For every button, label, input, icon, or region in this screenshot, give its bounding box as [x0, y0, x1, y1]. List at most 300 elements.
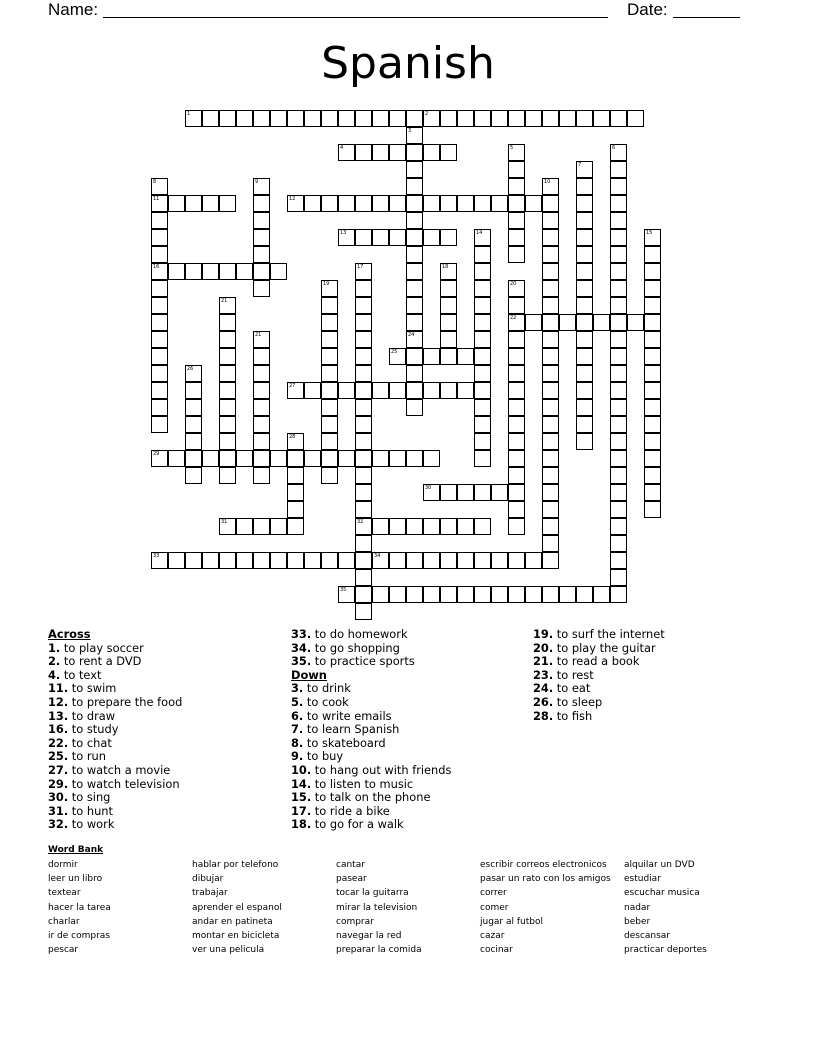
crossword-cell[interactable]: [321, 297, 338, 314]
crossword-cell[interactable]: [474, 229, 491, 246]
crossword-cell[interactable]: [355, 399, 372, 416]
crossword-cell[interactable]: [610, 314, 627, 331]
crossword-cell[interactable]: [576, 110, 593, 127]
crossword-cell[interactable]: [355, 297, 372, 314]
crossword-cell[interactable]: [423, 484, 440, 501]
crossword-cell[interactable]: [542, 535, 559, 552]
crossword-cell[interactable]: [542, 212, 559, 229]
crossword-cell[interactable]: [423, 348, 440, 365]
crossword-cell[interactable]: [168, 552, 185, 569]
crossword-cell[interactable]: [321, 450, 338, 467]
crossword-cell[interactable]: [542, 331, 559, 348]
crossword-cell[interactable]: [542, 552, 559, 569]
crossword-cell[interactable]: [440, 229, 457, 246]
crossword-cell[interactable]: [389, 586, 406, 603]
crossword-cell[interactable]: [474, 433, 491, 450]
crossword-cell[interactable]: [389, 110, 406, 127]
crossword-cell[interactable]: [627, 314, 644, 331]
crossword-cell[interactable]: [406, 212, 423, 229]
crossword-cell[interactable]: [389, 450, 406, 467]
crossword-cell[interactable]: [219, 195, 236, 212]
crossword-cell[interactable]: [321, 314, 338, 331]
crossword-cell[interactable]: [474, 348, 491, 365]
crossword-cell[interactable]: [253, 280, 270, 297]
crossword-cell[interactable]: [610, 518, 627, 535]
crossword-cell[interactable]: [253, 399, 270, 416]
crossword-cell[interactable]: [457, 348, 474, 365]
crossword-cell[interactable]: [525, 195, 542, 212]
crossword-cell[interactable]: [236, 263, 253, 280]
crossword-cell[interactable]: [304, 382, 321, 399]
crossword-cell[interactable]: [576, 246, 593, 263]
crossword-cell[interactable]: [219, 433, 236, 450]
crossword-cell[interactable]: [219, 416, 236, 433]
crossword-cell[interactable]: [610, 450, 627, 467]
crossword-cell[interactable]: [185, 416, 202, 433]
crossword-cell[interactable]: [593, 314, 610, 331]
crossword-cell[interactable]: [610, 280, 627, 297]
crossword-cell[interactable]: [372, 110, 389, 127]
crossword-cell[interactable]: [406, 144, 423, 161]
crossword-cell[interactable]: [542, 518, 559, 535]
crossword-cell[interactable]: [542, 263, 559, 280]
crossword-cell[interactable]: [168, 450, 185, 467]
crossword-cell[interactable]: [508, 382, 525, 399]
crossword-cell[interactable]: [440, 331, 457, 348]
crossword-cell[interactable]: [355, 586, 372, 603]
crossword-cell[interactable]: [423, 586, 440, 603]
crossword-cell[interactable]: [219, 263, 236, 280]
crossword-cell[interactable]: [440, 552, 457, 569]
crossword-cell[interactable]: [610, 484, 627, 501]
crossword-cell[interactable]: [542, 382, 559, 399]
crossword-cell[interactable]: [644, 229, 661, 246]
crossword-cell[interactable]: [440, 195, 457, 212]
crossword-cell[interactable]: [508, 314, 525, 331]
crossword-cell[interactable]: [253, 331, 270, 348]
crossword-cell[interactable]: [202, 110, 219, 127]
crossword-cell[interactable]: [372, 195, 389, 212]
crossword-cell[interactable]: [338, 382, 355, 399]
crossword-cell[interactable]: [440, 110, 457, 127]
crossword-cell[interactable]: [474, 314, 491, 331]
crossword-cell[interactable]: [406, 161, 423, 178]
crossword-cell[interactable]: [321, 280, 338, 297]
crossword-cell[interactable]: [542, 586, 559, 603]
crossword-cell[interactable]: [355, 229, 372, 246]
crossword-cell[interactable]: [338, 144, 355, 161]
crossword-cell[interactable]: [525, 110, 542, 127]
crossword-cell[interactable]: [508, 229, 525, 246]
crossword-cell[interactable]: [406, 127, 423, 144]
crossword-cell[interactable]: [151, 280, 168, 297]
crossword-cell[interactable]: [627, 110, 644, 127]
crossword-cell[interactable]: [253, 450, 270, 467]
crossword-cell[interactable]: [644, 263, 661, 280]
crossword-cell[interactable]: [491, 552, 508, 569]
crossword-cell[interactable]: [372, 518, 389, 535]
crossword-cell[interactable]: [287, 501, 304, 518]
crossword-cell[interactable]: [576, 161, 593, 178]
crossword-cell[interactable]: [576, 314, 593, 331]
crossword-cell[interactable]: [270, 552, 287, 569]
crossword-cell[interactable]: [644, 467, 661, 484]
crossword-cell[interactable]: [219, 552, 236, 569]
crossword-cell[interactable]: [610, 110, 627, 127]
crossword-cell[interactable]: [525, 586, 542, 603]
crossword-cell[interactable]: [287, 518, 304, 535]
crossword-cell[interactable]: [287, 382, 304, 399]
crossword-cell[interactable]: [202, 552, 219, 569]
crossword-cell[interactable]: [644, 280, 661, 297]
crossword-cell[interactable]: [236, 518, 253, 535]
crossword-cell[interactable]: [202, 263, 219, 280]
crossword-cell[interactable]: [542, 110, 559, 127]
crossword-cell[interactable]: [457, 110, 474, 127]
crossword-cell[interactable]: [253, 195, 270, 212]
crossword-cell[interactable]: [389, 552, 406, 569]
crossword-cell[interactable]: [508, 552, 525, 569]
crossword-cell[interactable]: [576, 263, 593, 280]
crossword-cell[interactable]: [440, 263, 457, 280]
crossword-cell[interactable]: [151, 263, 168, 280]
crossword-cell[interactable]: [474, 518, 491, 535]
crossword-cell[interactable]: [508, 178, 525, 195]
crossword-cell[interactable]: [219, 450, 236, 467]
crossword-cell[interactable]: [355, 195, 372, 212]
crossword-cell[interactable]: [440, 586, 457, 603]
crossword-cell[interactable]: [338, 552, 355, 569]
crossword-cell[interactable]: [542, 246, 559, 263]
crossword-cell[interactable]: [389, 348, 406, 365]
crossword-cell[interactable]: [576, 365, 593, 382]
crossword-cell[interactable]: [304, 110, 321, 127]
crossword-cell[interactable]: [610, 586, 627, 603]
crossword-cell[interactable]: [219, 365, 236, 382]
crossword-cell[interactable]: [644, 297, 661, 314]
crossword-cell[interactable]: [389, 195, 406, 212]
crossword-cell[interactable]: [185, 552, 202, 569]
crossword-cell[interactable]: [151, 399, 168, 416]
crossword-cell[interactable]: [440, 280, 457, 297]
crossword-cell[interactable]: [474, 416, 491, 433]
crossword-cell[interactable]: [355, 348, 372, 365]
crossword-cell[interactable]: [508, 365, 525, 382]
crossword-cell[interactable]: [287, 433, 304, 450]
crossword-cell[interactable]: [576, 348, 593, 365]
crossword-cell[interactable]: [457, 552, 474, 569]
crossword-cell[interactable]: [338, 195, 355, 212]
crossword-cell[interactable]: [508, 110, 525, 127]
crossword-cell[interactable]: [372, 144, 389, 161]
crossword-cell[interactable]: [610, 569, 627, 586]
crossword-cell[interactable]: [576, 229, 593, 246]
crossword-cell[interactable]: [559, 314, 576, 331]
crossword-cell[interactable]: [644, 382, 661, 399]
crossword-cell[interactable]: [474, 586, 491, 603]
crossword-cell[interactable]: [253, 467, 270, 484]
crossword-cell[interactable]: [593, 110, 610, 127]
crossword-cell[interactable]: [576, 297, 593, 314]
crossword-cell[interactable]: [508, 501, 525, 518]
crossword-cell[interactable]: [406, 178, 423, 195]
crossword-cell[interactable]: [270, 518, 287, 535]
crossword-cell[interactable]: [406, 450, 423, 467]
crossword-cell[interactable]: [253, 212, 270, 229]
crossword-cell[interactable]: [151, 348, 168, 365]
crossword-cell[interactable]: [474, 246, 491, 263]
crossword-cell[interactable]: [355, 365, 372, 382]
crossword-cell[interactable]: [185, 467, 202, 484]
crossword-cell[interactable]: [355, 552, 372, 569]
crossword-cell[interactable]: [406, 399, 423, 416]
crossword-cell[interactable]: [355, 416, 372, 433]
crossword-cell[interactable]: [610, 501, 627, 518]
crossword-cell[interactable]: [423, 195, 440, 212]
crossword-cell[interactable]: [406, 110, 423, 127]
crossword-cell[interactable]: [542, 484, 559, 501]
crossword-cell[interactable]: [372, 450, 389, 467]
crossword-cell[interactable]: [185, 110, 202, 127]
crossword-cell[interactable]: [253, 416, 270, 433]
crossword-cell[interactable]: [151, 450, 168, 467]
crossword-cell[interactable]: [253, 246, 270, 263]
crossword-cell[interactable]: [508, 586, 525, 603]
crossword-cell[interactable]: [474, 552, 491, 569]
crossword-cell[interactable]: [508, 348, 525, 365]
crossword-cell[interactable]: [321, 348, 338, 365]
crossword-cell[interactable]: [151, 416, 168, 433]
crossword-cell[interactable]: [406, 280, 423, 297]
crossword-cell[interactable]: [644, 365, 661, 382]
crossword-cell[interactable]: [542, 433, 559, 450]
crossword-cell[interactable]: [151, 552, 168, 569]
crossword-cell[interactable]: [644, 399, 661, 416]
crossword-cell[interactable]: [644, 450, 661, 467]
crossword-cell[interactable]: [423, 450, 440, 467]
crossword-cell[interactable]: [355, 484, 372, 501]
crossword-cell[interactable]: [610, 348, 627, 365]
crossword-cell[interactable]: [355, 450, 372, 467]
crossword-cell[interactable]: [474, 110, 491, 127]
crossword-cell[interactable]: [474, 382, 491, 399]
crossword-cell[interactable]: [321, 195, 338, 212]
crossword-cell[interactable]: [168, 263, 185, 280]
crossword-cell[interactable]: [508, 518, 525, 535]
crossword-cell[interactable]: [576, 382, 593, 399]
crossword-cell[interactable]: [644, 331, 661, 348]
crossword-cell[interactable]: [474, 297, 491, 314]
crossword-cell[interactable]: [440, 518, 457, 535]
crossword-cell[interactable]: [338, 229, 355, 246]
crossword-cell[interactable]: [508, 484, 525, 501]
crossword-cell[interactable]: [338, 450, 355, 467]
crossword-cell[interactable]: [253, 263, 270, 280]
crossword-cell[interactable]: [457, 484, 474, 501]
crossword-cell[interactable]: [610, 212, 627, 229]
crossword-cell[interactable]: [185, 433, 202, 450]
crossword-cell[interactable]: [491, 586, 508, 603]
crossword-cell[interactable]: [253, 110, 270, 127]
crossword-cell[interactable]: [406, 195, 423, 212]
crossword-cell[interactable]: [406, 348, 423, 365]
crossword-cell[interactable]: [287, 195, 304, 212]
crossword-cell[interactable]: [253, 229, 270, 246]
crossword-cell[interactable]: [576, 280, 593, 297]
crossword-cell[interactable]: [355, 110, 372, 127]
crossword-cell[interactable]: [542, 365, 559, 382]
crossword-cell[interactable]: [219, 348, 236, 365]
crossword-cell[interactable]: [372, 586, 389, 603]
crossword-cell[interactable]: [355, 144, 372, 161]
crossword-cell[interactable]: [270, 110, 287, 127]
crossword-cell[interactable]: [389, 144, 406, 161]
crossword-cell[interactable]: [457, 195, 474, 212]
crossword-cell[interactable]: [287, 450, 304, 467]
crossword-cell[interactable]: [406, 246, 423, 263]
crossword-cell[interactable]: [542, 229, 559, 246]
crossword-cell[interactable]: [508, 467, 525, 484]
crossword-cell[interactable]: [610, 161, 627, 178]
crossword-cell[interactable]: [576, 399, 593, 416]
crossword-cell[interactable]: [525, 314, 542, 331]
crossword-cell[interactable]: [576, 212, 593, 229]
crossword-cell[interactable]: [610, 467, 627, 484]
crossword-cell[interactable]: [610, 552, 627, 569]
crossword-cell[interactable]: [406, 586, 423, 603]
crossword-cell[interactable]: [253, 518, 270, 535]
crossword-cell[interactable]: [355, 535, 372, 552]
crossword-cell[interactable]: [372, 382, 389, 399]
crossword-cell[interactable]: [508, 212, 525, 229]
crossword-cell[interactable]: [355, 569, 372, 586]
crossword-cell[interactable]: [270, 263, 287, 280]
crossword-cell[interactable]: [610, 229, 627, 246]
crossword-cell[interactable]: [253, 433, 270, 450]
crossword-cell[interactable]: [610, 144, 627, 161]
crossword-cell[interactable]: [151, 212, 168, 229]
crossword-cell[interactable]: [423, 110, 440, 127]
crossword-cell[interactable]: [355, 331, 372, 348]
crossword-cell[interactable]: [202, 450, 219, 467]
crossword-cell[interactable]: [253, 552, 270, 569]
crossword-cell[interactable]: [219, 467, 236, 484]
crossword-cell[interactable]: [151, 331, 168, 348]
crossword-cell[interactable]: [321, 467, 338, 484]
crossword-cell[interactable]: [593, 586, 610, 603]
crossword-cell[interactable]: [151, 195, 168, 212]
crossword-cell[interactable]: [321, 433, 338, 450]
crossword-cell[interactable]: [406, 314, 423, 331]
crossword-cell[interactable]: [610, 433, 627, 450]
crossword-cell[interactable]: [474, 280, 491, 297]
crossword-cell[interactable]: [321, 110, 338, 127]
crossword-cell[interactable]: [185, 382, 202, 399]
crossword-cell[interactable]: [440, 144, 457, 161]
crossword-cell[interactable]: [219, 399, 236, 416]
crossword-cell[interactable]: [406, 365, 423, 382]
crossword-cell[interactable]: [559, 110, 576, 127]
crossword-cell[interactable]: [508, 433, 525, 450]
crossword-cell[interactable]: [508, 297, 525, 314]
crossword-cell[interactable]: [440, 314, 457, 331]
crossword-cell[interactable]: [508, 399, 525, 416]
crossword-cell[interactable]: [644, 348, 661, 365]
crossword-cell[interactable]: [542, 416, 559, 433]
crossword-cell[interactable]: [253, 348, 270, 365]
crossword-cell[interactable]: [185, 195, 202, 212]
crossword-cell[interactable]: [253, 178, 270, 195]
crossword-cell[interactable]: [270, 450, 287, 467]
crossword-cell[interactable]: [219, 518, 236, 535]
crossword-cell[interactable]: [389, 518, 406, 535]
crossword-cell[interactable]: [474, 331, 491, 348]
crossword-cell[interactable]: [491, 110, 508, 127]
crossword-cell[interactable]: [185, 450, 202, 467]
crossword-cell[interactable]: [474, 195, 491, 212]
crossword-cell[interactable]: [610, 178, 627, 195]
crossword-cell[interactable]: [253, 365, 270, 382]
crossword-cell[interactable]: [151, 382, 168, 399]
crossword-cell[interactable]: [508, 246, 525, 263]
crossword-cell[interactable]: [457, 518, 474, 535]
crossword-cell[interactable]: [440, 484, 457, 501]
crossword-cell[interactable]: [372, 552, 389, 569]
crossword-cell[interactable]: [610, 399, 627, 416]
crossword-cell[interactable]: [610, 297, 627, 314]
crossword-cell[interactable]: [576, 331, 593, 348]
crossword-cell[interactable]: [525, 552, 542, 569]
crossword-cell[interactable]: [355, 467, 372, 484]
crossword-cell[interactable]: [355, 314, 372, 331]
crossword-cell[interactable]: [542, 314, 559, 331]
crossword-cell[interactable]: [542, 297, 559, 314]
crossword-cell[interactable]: [423, 382, 440, 399]
crossword-cell[interactable]: [440, 297, 457, 314]
crossword-cell[interactable]: [508, 450, 525, 467]
crossword-cell[interactable]: [542, 178, 559, 195]
crossword-cell[interactable]: [474, 484, 491, 501]
crossword-cell[interactable]: [406, 382, 423, 399]
crossword-cell[interactable]: [457, 586, 474, 603]
crossword-cell[interactable]: [372, 229, 389, 246]
crossword-cell[interactable]: [287, 484, 304, 501]
crossword-cell[interactable]: [355, 603, 372, 620]
crossword-cell[interactable]: [406, 263, 423, 280]
crossword-cell[interactable]: [151, 365, 168, 382]
crossword-cell[interactable]: [644, 484, 661, 501]
crossword-cell[interactable]: [406, 297, 423, 314]
crossword-cell[interactable]: [610, 263, 627, 280]
crossword-cell[interactable]: [474, 263, 491, 280]
crossword-cell[interactable]: [423, 552, 440, 569]
crossword-cell[interactable]: [185, 263, 202, 280]
crossword-cell[interactable]: [236, 110, 253, 127]
crossword-cell[interactable]: [508, 195, 525, 212]
crossword-cell[interactable]: [338, 586, 355, 603]
crossword-cell[interactable]: [219, 314, 236, 331]
crossword-cell[interactable]: [406, 552, 423, 569]
crossword-cell[interactable]: [542, 195, 559, 212]
crossword-cell[interactable]: [610, 416, 627, 433]
crossword-cell[interactable]: [219, 110, 236, 127]
crossword-cell[interactable]: [542, 501, 559, 518]
crossword-cell[interactable]: [440, 382, 457, 399]
crossword-cell[interactable]: [610, 382, 627, 399]
crossword-cell[interactable]: [304, 450, 321, 467]
crossword-cell[interactable]: [474, 399, 491, 416]
crossword-cell[interactable]: [610, 331, 627, 348]
